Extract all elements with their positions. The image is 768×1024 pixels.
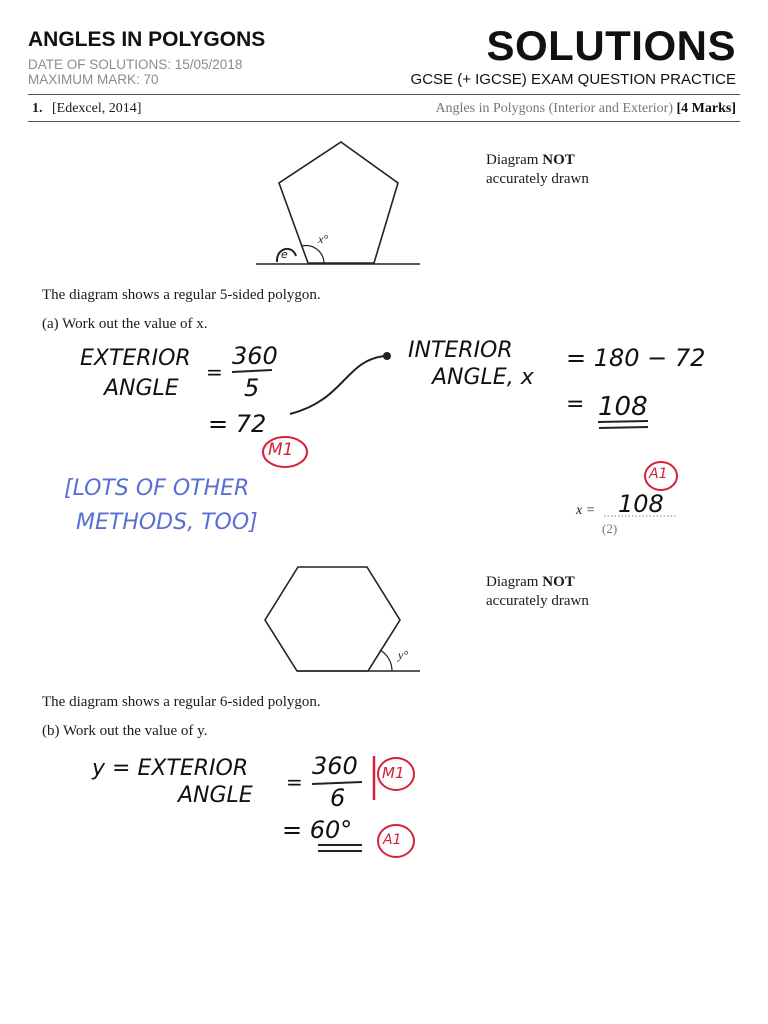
underline-108-2 bbox=[599, 427, 648, 428]
work-result-108: 108 bbox=[598, 392, 648, 422]
pentagon-angle-label: x° bbox=[318, 232, 329, 246]
diagram-note-a-line2: accurately drawn bbox=[486, 171, 589, 187]
solutions-heading: SOLUTIONS bbox=[486, 22, 736, 69]
answer-label-x: x = bbox=[576, 503, 596, 518]
hexagon-exterior-arc bbox=[380, 650, 392, 671]
hexagon-angle-label: y° bbox=[398, 648, 409, 662]
diagram-note-a-bold: NOT bbox=[542, 152, 575, 168]
work-interior-line1: INTERIOR bbox=[408, 338, 513, 363]
work-interior-line2: ANGLE, x bbox=[432, 365, 534, 390]
mark-a1-b: A1 bbox=[383, 832, 402, 848]
work-result-72: = 72 bbox=[208, 410, 267, 438]
question-marks: [4 Marks] bbox=[676, 101, 736, 116]
part-a-prompt: (a) Work out the value of x. bbox=[42, 316, 208, 332]
question-topic-text: Angles in Polygons (Interior and Exterior) bbox=[435, 101, 673, 116]
question-source: [Edexcel, 2014] bbox=[52, 101, 142, 116]
part-b-stem: The diagram shows a regular 6-sided polygon. bbox=[42, 694, 321, 710]
work-b-denominator: 6 bbox=[330, 784, 346, 812]
mark-m1-a: M1 bbox=[268, 440, 294, 460]
question-number: 1. bbox=[32, 101, 43, 116]
work-b-line2: ANGLE bbox=[178, 783, 253, 808]
work-equals-108: = bbox=[566, 392, 585, 417]
work-b-line1: y = EXTERIOR bbox=[92, 756, 249, 781]
work-b-equals: = bbox=[286, 770, 303, 794]
diagram-note-a-text: Diagram bbox=[486, 152, 539, 168]
document-subtitle: GCSE (+ IGCSE) EXAM QUESTION PRACTICE bbox=[410, 71, 736, 88]
diagram-note-b-text: Diagram bbox=[486, 574, 539, 590]
blue-note-line2: METHODS, TOO] bbox=[76, 510, 258, 535]
solutions-date: DATE OF SOLUTIONS: 15/05/2018 bbox=[28, 57, 243, 72]
work-denominator-a: 5 bbox=[244, 374, 260, 402]
work-exterior-line1: EXTERIOR bbox=[80, 346, 191, 371]
work-exterior-line2: ANGLE bbox=[104, 376, 179, 401]
answer-value-x: 108 bbox=[618, 490, 664, 518]
work-b-numerator: 360 bbox=[312, 752, 358, 780]
pentagon-shape bbox=[279, 142, 398, 263]
work-equals-a: = bbox=[206, 360, 223, 384]
part-b-prompt: (b) Work out the value of y. bbox=[42, 723, 208, 739]
frac-bar-a bbox=[232, 370, 272, 372]
work-interior-expression: = 180 − 72 bbox=[566, 344, 706, 372]
arrow-head-dot bbox=[383, 352, 391, 360]
diagram-note-b bbox=[486, 574, 575, 591]
work-connector-arrow bbox=[290, 356, 385, 414]
hexagon-shape bbox=[265, 567, 400, 671]
diagram-note-b-line2: accurately drawn bbox=[486, 593, 589, 609]
document-title: ANGLES IN POLYGONS bbox=[28, 28, 266, 51]
blue-note-line1: [LOTS OF OTHER bbox=[64, 476, 250, 501]
pentagon-exterior-label: e bbox=[281, 248, 288, 261]
diagram-note-a bbox=[486, 152, 575, 169]
answer-marks-a: (2) bbox=[602, 521, 618, 536]
diagram-note-b-bold: NOT bbox=[542, 574, 575, 590]
mark-a1-a: A1 bbox=[649, 466, 668, 482]
mark-m1-b: M1 bbox=[382, 764, 405, 782]
part-a-stem: The diagram shows a regular 5-sided polygon. bbox=[42, 287, 321, 303]
work-b-result: = 60° bbox=[282, 816, 353, 844]
work-numerator-a: 360 bbox=[232, 342, 278, 370]
maximum-mark: MAXIMUM MARK: 70 bbox=[28, 72, 159, 87]
